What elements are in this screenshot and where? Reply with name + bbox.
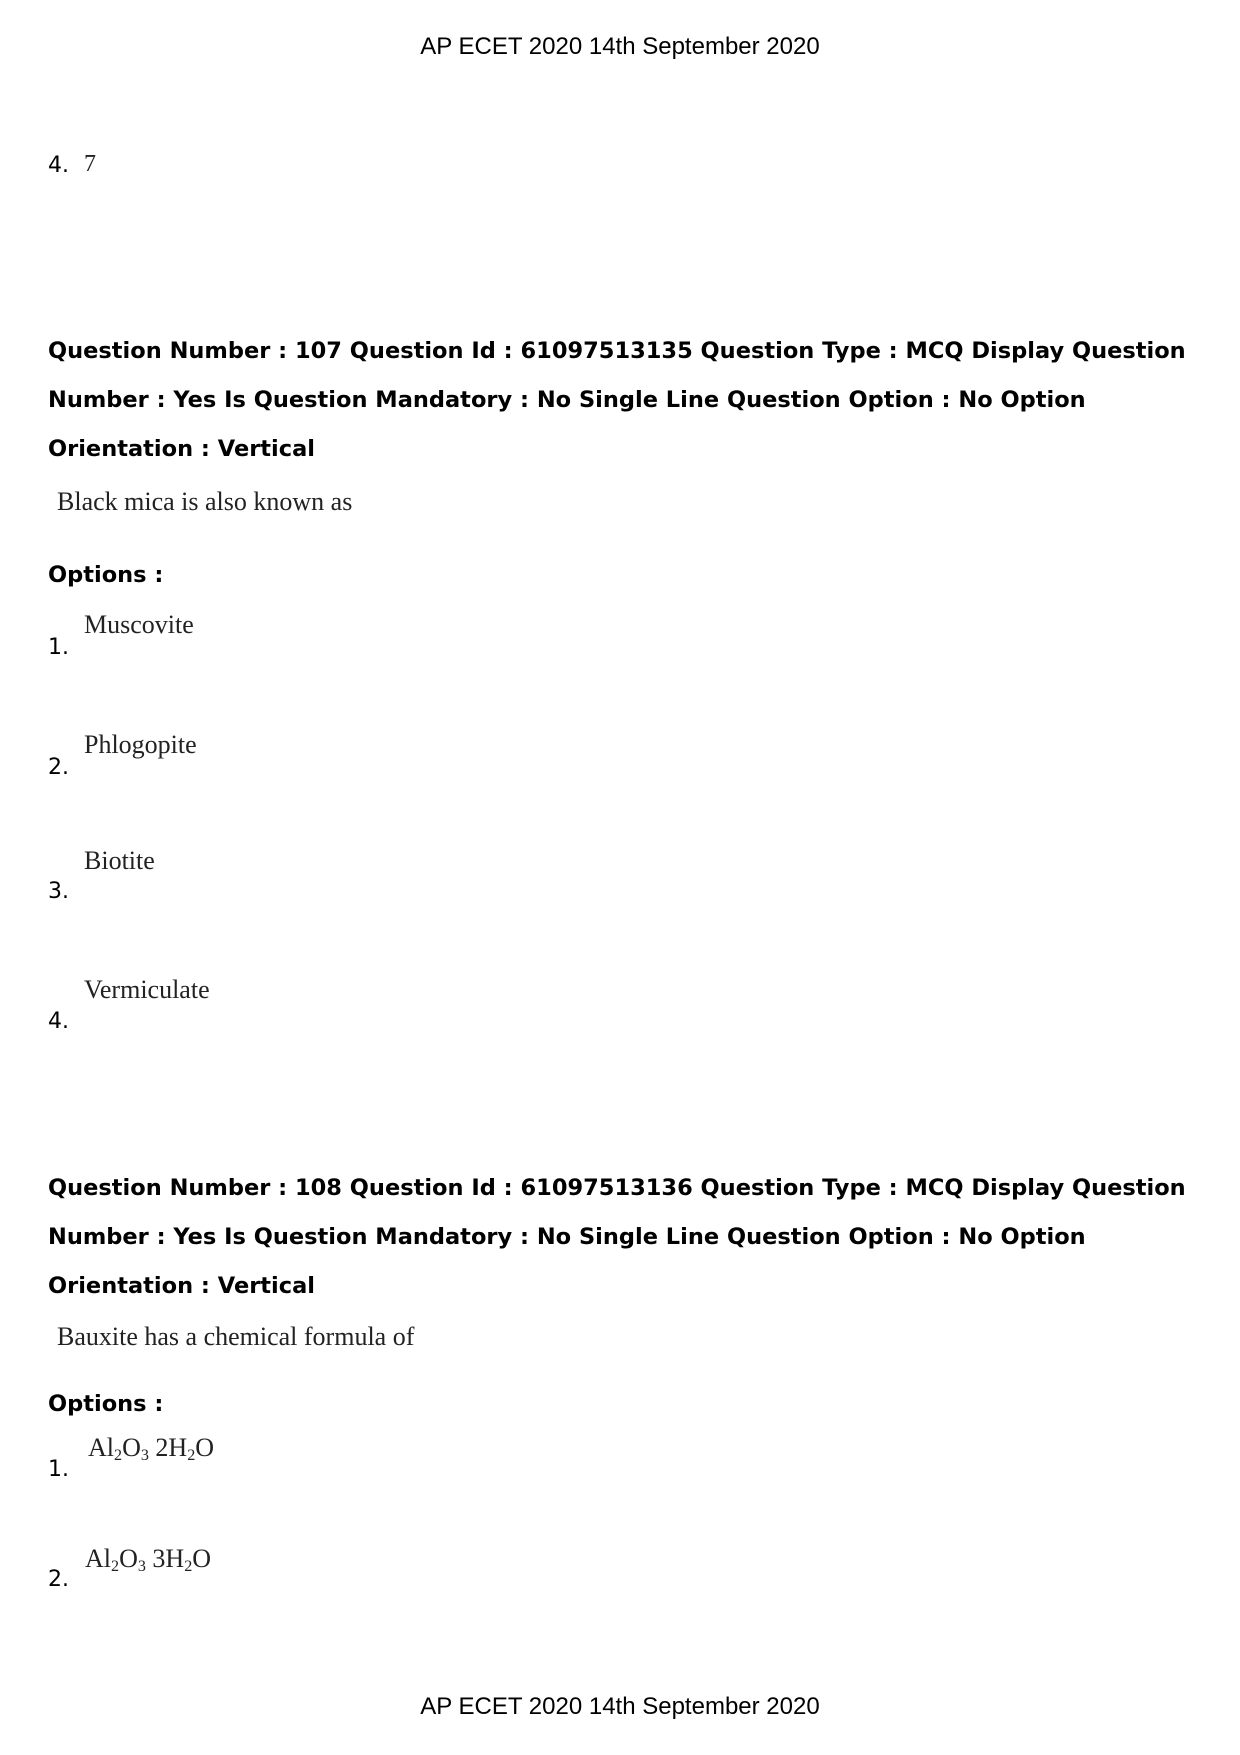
q108-option-1-number: 1. xyxy=(48,1457,69,1482)
q107-option-4[interactable]: Vermiculate xyxy=(84,975,210,1004)
formula-part: Al xyxy=(88,1433,114,1462)
question-108-options-label: Options : xyxy=(48,1391,164,1417)
q108-option-1[interactable] xyxy=(88,1432,214,1464)
formula-subscript: 2 xyxy=(111,1558,120,1576)
q107-option-2-number: 2. xyxy=(48,755,69,780)
q107-option-3[interactable]: Biotite xyxy=(84,846,155,875)
question-107-options-label: Options : xyxy=(48,562,164,588)
question-108-meta: Question Number : 108 Question Id : 61097513136 Question Type : MCQ Display Question Number : Yes Is Question Mandatory : No Single Line Question Option : No Option Orientation : Vertical xyxy=(48,1175,1186,1299)
formula-part: O xyxy=(119,1544,138,1573)
formula-part: 3H xyxy=(145,1544,185,1573)
formula-part: O xyxy=(192,1544,212,1573)
page-header: AP ECET 2020 14th September 2020 xyxy=(420,33,820,60)
prev-option-number: 4. xyxy=(48,153,69,178)
question-108-text: Bauxite has a chemical formula of xyxy=(57,1322,415,1351)
formula-subscript: 3 xyxy=(137,1558,146,1576)
prev-option-value: 7 xyxy=(84,151,96,177)
q107-option-1[interactable]: Muscovite xyxy=(84,610,194,639)
q107-option-2[interactable]: Phlogopite xyxy=(84,730,197,759)
formula-subscript: 2 xyxy=(184,1558,193,1576)
formula-subscript: 3 xyxy=(140,1447,149,1465)
q107-option-4-number: 4. xyxy=(48,1009,69,1034)
q108-option-2[interactable] xyxy=(85,1543,211,1575)
formula-subscript: 2 xyxy=(187,1447,196,1465)
question-107-meta: Question Number : 107 Question Id : 61097513135 Question Type : MCQ Display Question Number : Yes Is Question Mandatory : No Single Line Question Option : No Option Orientation : Vertical xyxy=(48,338,1186,462)
q107-option-3-number: 3. xyxy=(48,879,69,904)
q107-option-1-number: 1. xyxy=(48,635,69,660)
formula-part: 2H xyxy=(148,1433,188,1462)
page-footer: AP ECET 2020 14th September 2020 xyxy=(420,1693,820,1720)
formula-part: O xyxy=(122,1433,141,1462)
formula-part: O xyxy=(195,1433,215,1462)
question-107-text: Black mica is also known as xyxy=(57,487,353,516)
formula-part: Al xyxy=(85,1544,111,1573)
q108-option-2-number: 2. xyxy=(48,1567,69,1592)
formula-subscript: 2 xyxy=(114,1447,123,1465)
